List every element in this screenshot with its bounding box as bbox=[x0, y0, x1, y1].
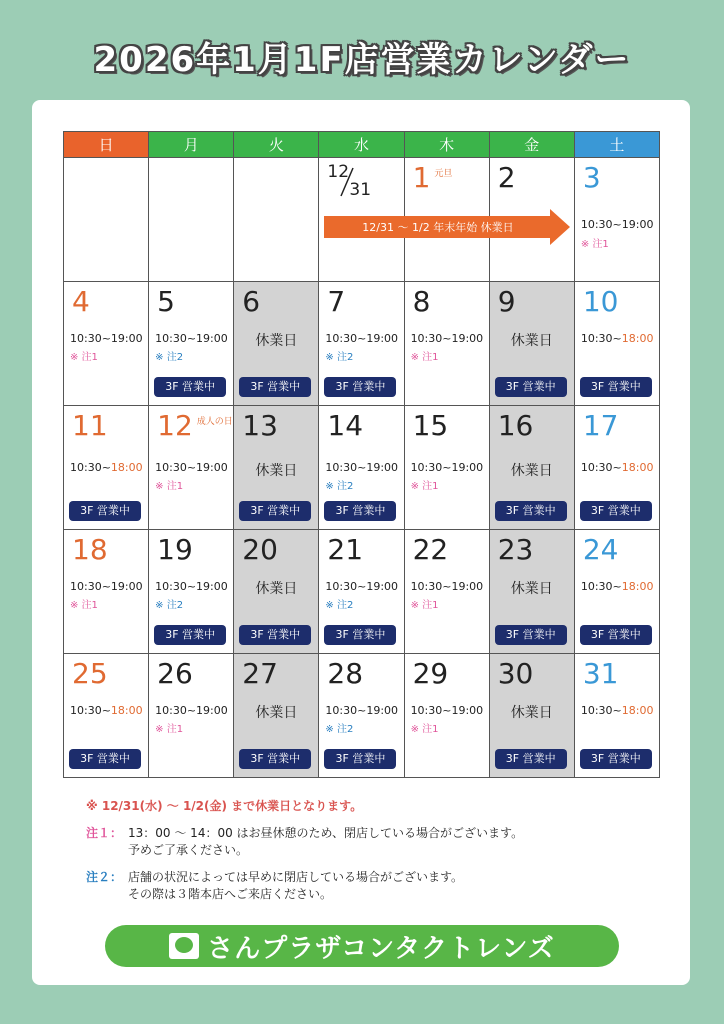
holiday-arrow-label: 12/31 ～ 1/2 年末年始 休業日 bbox=[362, 221, 514, 234]
day-number: 2 bbox=[497, 161, 516, 194]
note-1: ※ 注1 bbox=[410, 352, 439, 363]
day-number: 27 bbox=[242, 657, 278, 690]
closed-label: 休業日 bbox=[255, 581, 298, 597]
day-cell-19 bbox=[149, 530, 234, 654]
day-number: 28 bbox=[327, 657, 364, 690]
closed-label: 休業日 bbox=[510, 705, 553, 721]
3f-open-badge: 3F 営業中 bbox=[324, 749, 396, 769]
day-cell-5 bbox=[149, 282, 234, 406]
footnotes bbox=[86, 798, 523, 913]
day-number: 30 bbox=[497, 657, 534, 690]
day-number: 1 $^{元旦}$ bbox=[412, 161, 453, 194]
business-hours: 10:30~19:00 bbox=[70, 332, 143, 345]
day-cell-25 bbox=[64, 654, 149, 778]
note-1-label: 注１： bbox=[86, 826, 123, 840]
day-cell-empty bbox=[149, 158, 234, 282]
day-number: 20 bbox=[242, 533, 278, 566]
brand-logo bbox=[105, 925, 619, 967]
day-number: 4 bbox=[72, 285, 90, 318]
day-number: 25 bbox=[72, 657, 108, 690]
day-cell-31 bbox=[574, 654, 659, 778]
brand-name: さんプラザコンタクトレンズ bbox=[207, 933, 555, 964]
weekday-fri: 金 bbox=[489, 132, 574, 158]
weekday-tue: 火 bbox=[234, 132, 319, 158]
day-cell-8 bbox=[404, 282, 489, 406]
day-cell-10 bbox=[574, 282, 659, 406]
business-hours: 10:30~18:00 bbox=[580, 461, 654, 474]
day-number: 10 bbox=[582, 285, 619, 318]
day-cell-7 bbox=[319, 282, 404, 406]
day-cell-11 bbox=[64, 406, 149, 530]
3f-open-badge: 3F 営業中 bbox=[495, 749, 567, 769]
business-hours: 10:30~19:00 bbox=[155, 704, 228, 717]
3f-open-badge: 3F 営業中 bbox=[154, 377, 226, 397]
day-cell-4 bbox=[64, 282, 149, 406]
note-1: ※ 注1 bbox=[580, 239, 609, 250]
note-2: ※ 注2 bbox=[325, 481, 354, 492]
business-hours: 10:30~19:00 bbox=[155, 332, 228, 345]
3f-open-badge: 3F 営業中 bbox=[239, 501, 311, 521]
weekday-sun: 日 bbox=[64, 132, 149, 158]
closed-label: 休業日 bbox=[255, 463, 298, 479]
business-hours: 10:30~19:00 bbox=[410, 704, 484, 717]
day-cell-18 bbox=[64, 530, 149, 654]
business-hours: 10:30~19:00 bbox=[410, 461, 484, 474]
day-cell-24 bbox=[574, 530, 659, 654]
day-cell-26 bbox=[149, 654, 234, 778]
note-2-label: 注２： bbox=[86, 870, 123, 884]
date-dec31: 12 31 bbox=[327, 162, 372, 200]
business-hours: 10:30~18:00 bbox=[70, 704, 143, 717]
note-2: ※ 注2 bbox=[325, 600, 354, 611]
tree-icon bbox=[169, 933, 199, 959]
day-number: 12 $^{成人の日}$ bbox=[157, 409, 233, 442]
business-hours: 10:30~19:00 bbox=[410, 332, 484, 345]
3f-open-badge: 3F 営業中 bbox=[69, 501, 141, 521]
business-hours: 10:30~18:00 bbox=[70, 461, 143, 474]
business-hours: 10:30~19:00 bbox=[410, 580, 484, 593]
3f-open-badge: 3F 営業中 bbox=[495, 625, 567, 645]
day-number: 3 bbox=[582, 161, 601, 194]
weekday-thu: 木 bbox=[404, 132, 489, 158]
weekday-sat: 土 bbox=[574, 132, 659, 158]
business-hours: 10:30~19:00 bbox=[155, 580, 228, 593]
day-number: 26 bbox=[157, 657, 193, 690]
day-number: 17 bbox=[582, 409, 619, 442]
day-cell-9 bbox=[489, 282, 574, 406]
day-cell-29 bbox=[404, 654, 489, 778]
3f-open-badge: 3F 営業中 bbox=[324, 377, 396, 397]
3f-open-badge: 3F 営業中 bbox=[495, 377, 567, 397]
day-number: 8 bbox=[412, 285, 431, 318]
note-1-text: 予めご了承ください。 bbox=[128, 843, 249, 857]
day-number: 23 bbox=[497, 533, 534, 566]
note-2: ※ 注2 bbox=[155, 600, 184, 611]
note-1: ※ 注1 bbox=[410, 724, 439, 735]
business-hours: 10:30~19:00 bbox=[70, 580, 143, 593]
day-number: 21 bbox=[327, 533, 364, 566]
business-hours: 10:30~18:00 bbox=[580, 704, 654, 717]
business-hours: 10:30~19:00 bbox=[155, 461, 228, 474]
3f-open-badge: 3F 営業中 bbox=[324, 501, 396, 521]
day-cell-30 bbox=[489, 654, 574, 778]
day-cell-21 bbox=[319, 530, 404, 654]
day-number: 14 bbox=[327, 409, 364, 442]
day-number: 15 bbox=[412, 409, 449, 442]
day-number: 13 bbox=[242, 409, 278, 442]
day-cell-15 bbox=[404, 406, 489, 530]
day-number: 9 bbox=[497, 285, 516, 318]
note-2: ※ 注2 bbox=[155, 352, 184, 363]
3f-open-badge: 3F 営業中 bbox=[239, 377, 311, 397]
day-number: 24 bbox=[582, 533, 619, 566]
3f-open-badge: 3F 営業中 bbox=[69, 749, 141, 769]
day-cell-12 bbox=[149, 406, 234, 530]
day-number: 11 bbox=[72, 409, 108, 442]
day-number: 29 bbox=[412, 657, 449, 690]
note-1: ※ 注1 bbox=[70, 352, 98, 363]
note-2: ※ 注2 bbox=[325, 352, 354, 363]
holiday-name: 成人の日 bbox=[196, 417, 233, 427]
weekday-wed: 水 bbox=[319, 132, 404, 158]
day-cell-3 bbox=[574, 158, 659, 282]
day-cell-23 bbox=[489, 530, 574, 654]
note-2-row bbox=[86, 869, 523, 903]
3f-open-badge: 3F 営業中 bbox=[154, 625, 226, 645]
day-number: 7 bbox=[327, 285, 346, 318]
business-hours: 10:30~19:00 bbox=[325, 580, 399, 593]
day-number: 16 bbox=[497, 409, 534, 442]
note-1-row bbox=[86, 825, 523, 859]
note-2: ※ 注2 bbox=[325, 724, 354, 735]
weekday-mon: 月 bbox=[149, 132, 234, 158]
note-1: ※ 注1 bbox=[155, 481, 184, 492]
note-1: ※ 注1 bbox=[410, 600, 439, 611]
day-number: 6 bbox=[242, 285, 261, 318]
closed-label: 休業日 bbox=[255, 333, 298, 349]
day-cell-14 bbox=[319, 406, 404, 530]
closed-label: 休業日 bbox=[255, 705, 298, 721]
note-1-text: 13：00 ～ 14：00 はお昼休憩のため、閉店している場合がございます。 bbox=[128, 826, 524, 840]
day-cell-17 bbox=[574, 406, 659, 530]
business-hours: 10:30~19:00 bbox=[325, 332, 399, 345]
3f-open-badge: 3F 営業中 bbox=[239, 749, 311, 769]
business-hours: 10:30~19:00 bbox=[325, 704, 399, 717]
day-cell-16 bbox=[489, 406, 574, 530]
page-title: 2026年1月1F店営業カレンダー bbox=[93, 40, 631, 80]
3f-open-badge: 3F 営業中 bbox=[580, 501, 652, 521]
business-hours: 10:30~18:00 bbox=[580, 580, 654, 593]
holiday-name: 元旦 bbox=[434, 169, 453, 179]
note-2-text: 店舗の状況によっては早めに閉店している場合がございます。 bbox=[128, 870, 464, 884]
closed-label: 休業日 bbox=[510, 333, 553, 349]
3f-open-badge: 3F 営業中 bbox=[580, 625, 652, 645]
business-hours: 10:30~19:00 bbox=[325, 461, 399, 474]
3f-open-badge: 3F 営業中 bbox=[580, 749, 652, 769]
day-number: 5 bbox=[157, 285, 175, 318]
day-number: 18 bbox=[72, 533, 108, 566]
day-cell-empty bbox=[234, 158, 319, 282]
business-hours: 10:30~19:00 bbox=[580, 218, 654, 231]
day-cell-empty bbox=[64, 158, 149, 282]
day-cell-22 bbox=[404, 530, 489, 654]
day-cell-27 bbox=[234, 654, 319, 778]
day-cell-6 bbox=[234, 282, 319, 406]
day-cell-28 bbox=[319, 654, 404, 778]
closed-label: 休業日 bbox=[510, 463, 553, 479]
note-1: ※ 注1 bbox=[155, 724, 184, 735]
day-cell-20 bbox=[234, 530, 319, 654]
day-number: 31 bbox=[582, 657, 619, 690]
note-2-text: その際は３階本店へご来店ください。 bbox=[128, 887, 333, 901]
note-1: ※ 注1 bbox=[410, 481, 439, 492]
3f-open-badge: 3F 営業中 bbox=[324, 625, 396, 645]
3f-open-badge: 3F 営業中 bbox=[495, 501, 567, 521]
day-cell-13 bbox=[234, 406, 319, 530]
note-1: ※ 注1 bbox=[70, 600, 98, 611]
closure-notice: ※ 12/31(水) ～ 1/2(金) まで休業日となります。 bbox=[86, 799, 363, 813]
3f-open-badge: 3F 営業中 bbox=[580, 377, 652, 397]
closed-label: 休業日 bbox=[510, 581, 553, 597]
business-hours: 10:30~18:00 bbox=[580, 332, 654, 345]
day-number: 19 bbox=[157, 533, 193, 566]
3f-open-badge: 3F 営業中 bbox=[239, 625, 311, 645]
day-number: 22 bbox=[412, 533, 449, 566]
